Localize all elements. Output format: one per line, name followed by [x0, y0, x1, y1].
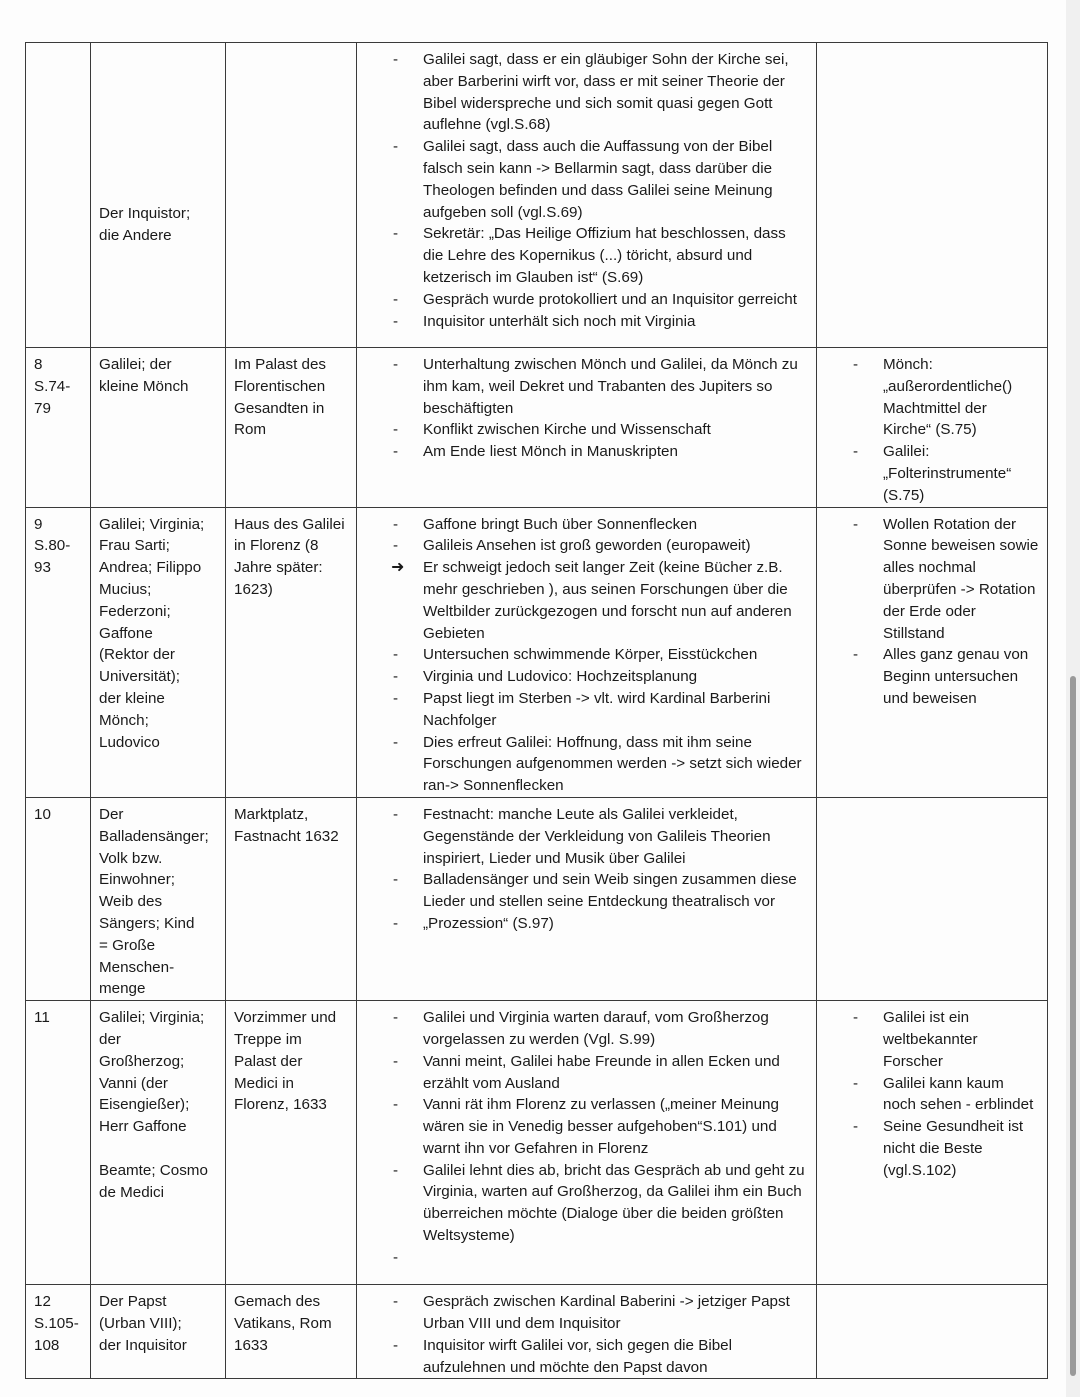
- event-item: - Unterhaltung zwischen Mönch und Galilei, da Mönch zu ihm kam, weil Dekret und Trabanten des Jupiters so beschäftigten: [357, 354, 806, 419]
- event-item: - Gespräch zwischen Kardinal Baberini -> jetziger Papst Urban VIII und dem Inquisitor: [357, 1291, 806, 1335]
- place-cell: Im Palast des Florentischen Gesandten in Rom: [226, 348, 357, 508]
- character-line: Vanni (der: [99, 1074, 168, 1092]
- event-item: - Galilei sagt, dass er ein gläubiger Sohn der Kirche sei, aber Barberini wirft vor, dass er mit seiner Theorie der Bibel widerspreche und sich somit quasi gegen Gott auflehne (vgl.S.68): [357, 49, 806, 136]
- character-line: Mönch;: [99, 711, 149, 729]
- events-cell: [357, 43, 817, 348]
- character-line: Herr Gaffone: [99, 1118, 187, 1136]
- character-line: Volk bzw.: [99, 849, 163, 867]
- character-line: Frau Sarti;: [99, 537, 170, 555]
- character-line: Balladensänger;: [99, 827, 209, 845]
- character-line: Großherzog;: [99, 1052, 185, 1070]
- note-item: - Seine Gesundheit ist nicht die Beste (vgl.S.102): [817, 1116, 1039, 1181]
- event-item: - „Prozession“ (S.97): [357, 913, 806, 935]
- character-line: der Inquisitor: [99, 1336, 187, 1354]
- notes-cell: [817, 348, 1048, 508]
- characters-cell: [91, 507, 226, 797]
- scrollbar-thumb[interactable]: [1070, 676, 1076, 1376]
- event-item: - Am Ende liest Mönch in Manuskripten: [357, 441, 806, 463]
- events-cell: [357, 348, 817, 508]
- event-item: - Dies erfreut Galilei: Hoffnung, dass mit ihm seine Forschungen aufgenommen werden -> setzt sich wieder ran-> Sonnenflecken: [357, 732, 806, 797]
- event-item: - Balladensänger und sein Weib singen zusammen diese Lieder und stellen seine Entdeckung theatralisch vor: [357, 869, 806, 913]
- notes-cell: [817, 797, 1048, 1000]
- character-gap: [99, 1138, 217, 1160]
- character-line: Universität);: [99, 668, 181, 686]
- event-item: - Galilei sagt, dass auch die Auffassung von der Bibel falsch sein kann -> Bellarmin sagt, dass darüber die Theologen befinden und dass Galilei seine Meinung aufgeben soll (vgl.S.69): [357, 136, 806, 223]
- character-line: der kleine: [99, 689, 165, 707]
- table-row: [26, 43, 1048, 348]
- character-line: menge: [99, 980, 146, 998]
- event-item: - Inquisitor unterhält sich noch mit Virginia: [357, 311, 806, 333]
- table-row: [26, 1285, 1048, 1379]
- character-line: Galilei; der: [99, 356, 172, 373]
- character-line: Der Papst: [99, 1293, 167, 1311]
- characters-cell: [91, 43, 226, 348]
- place-cell: Vorzimmer und Treppe im Palast der Medici in Florenz, 1633: [226, 1001, 357, 1285]
- notes-cell: [817, 43, 1048, 348]
- events-cell: [357, 1001, 817, 1285]
- character-line: Ludovico: [99, 733, 160, 751]
- note-item: - Alles ganz genau von Beginn untersuchen und beweisen: [817, 644, 1039, 709]
- scene-number-cell: [26, 43, 91, 348]
- table-row: [26, 348, 1048, 508]
- events-cell: [357, 1285, 817, 1379]
- event-item: - Festnacht: manche Leute als Galilei verkleidet, Gegenstände der Verkleidung von Galileis Theorien inspiriert, Lieder und Musik über Galilei: [357, 804, 806, 869]
- event-item: - Inquisitor wirft Galilei vor, sich gegen die Bibel aufzulehnen und möchte den Papst davon: [357, 1335, 806, 1379]
- table-row: [26, 797, 1048, 1000]
- note-item: - Mönch: „außerordentliche() Machtmittel der Kirche“ (S.75): [817, 354, 1039, 441]
- scene-number-cell: 9 S.80- 93: [26, 507, 91, 797]
- note-item: - Galilei kann kaum noch sehen - erblindet: [817, 1073, 1039, 1117]
- event-item: - Sekretär: „Das Heilige Offizium hat beschlossen, dass die Lehre des Kopernikus (...) töricht, absurd und ketzerisch im Glauben ist“ (S.69): [357, 223, 806, 288]
- place-cell: Marktplatz, Fastnacht 1632: [226, 797, 357, 1000]
- character-line: de Medici: [99, 1183, 164, 1201]
- characters-cell: [91, 1285, 226, 1379]
- characters-cell: [91, 348, 226, 508]
- event-item: ➜ Er schweigt jedoch seit langer Zeit (keine Bücher z.B. mehr geschrieben ), aus seinen Forschungen über die Weltbilder zurückgezogen und forscht nun auf anderen Gebieten: [357, 557, 806, 644]
- character-line: Beamte; Cosmo: [99, 1161, 208, 1179]
- event-item: - Untersuchen schwimmende Körper, Eisstückchen: [357, 644, 806, 666]
- event-item: - Konflikt zwischen Kirche und Wissenschaft: [357, 419, 806, 441]
- character-line: (Rektor der: [99, 646, 175, 664]
- character-line: Mucius;: [99, 580, 152, 598]
- table-row: [26, 1001, 1048, 1285]
- character-line: Galilei; Virginia;: [99, 1009, 205, 1027]
- character-line: Eisengießer);: [99, 1096, 190, 1114]
- notes-cell: [817, 1001, 1048, 1285]
- scene-number-cell: 10: [26, 797, 91, 1000]
- character-line: Weib des: [99, 893, 163, 911]
- scene-number-cell: 8 S.74- 79: [26, 348, 91, 508]
- notes-cell: [817, 1285, 1048, 1379]
- event-item: - Galilei und Virginia warten darauf, vom Großherzog vorgelassen zu werden (Vgl. S.99): [357, 1007, 806, 1051]
- character-line: (Urban VIII);: [99, 1314, 182, 1332]
- empty-bullet: [357, 1247, 806, 1261]
- character-line: kleine Mönch: [99, 377, 189, 395]
- event-item: - Papst liegt im Sterben -> vlt. wird Kardinal Barberini Nachfolger: [357, 688, 806, 732]
- events-cell: [357, 797, 817, 1000]
- character-line: Gaffone: [99, 624, 153, 642]
- event-item: - Galileis Ansehen ist groß geworden (europaweit): [357, 535, 806, 557]
- events-cell: [357, 507, 817, 797]
- place-cell: Haus des Galilei in Florenz (8 Jahre später: 1623): [226, 507, 357, 797]
- characters-cell: [91, 1001, 226, 1285]
- note-item: - Galilei: „Folterinstrumente“ (S.75): [817, 441, 1039, 506]
- event-item: - Gespräch wurde protokolliert und an Inquisitor gerreicht: [357, 289, 806, 311]
- event-item: - Vanni meint, Galilei habe Freunde in allen Ecken und erzählt vom Ausland: [357, 1051, 806, 1095]
- character-line: Sängers; Kind: [99, 914, 195, 932]
- character-line: Einwohner;: [99, 871, 175, 889]
- character-line: Andrea; Filippo: [99, 559, 202, 577]
- event-item: - Gaffone bringt Buch über Sonnenflecken: [357, 514, 806, 536]
- characters-cell: [91, 797, 226, 1000]
- character-line: Federzoni;: [99, 602, 171, 620]
- scrollbar[interactable]: [1066, 0, 1080, 1397]
- note-item: - Galilei ist ein weltbekannter Forscher: [817, 1007, 1039, 1072]
- note-item: - Wollen Rotation der Sonne beweisen sowie alles nochmal überprüfen -> Rotation der Erde oder Stillstand: [817, 514, 1039, 645]
- event-item: - Vanni rät ihm Florenz zu verlassen („meiner Meinung wären sie in Venedig besser aufgehoben“S.101) und warnt ihn vor Gefahren in Florenz: [357, 1094, 806, 1159]
- place-cell: Gemach des Vatikans, Rom 1633: [226, 1285, 357, 1379]
- event-item: - Virginia und Ludovico: Hochzeitsplanung: [357, 666, 806, 688]
- notes-cell: [817, 507, 1048, 797]
- table-row: [26, 507, 1048, 797]
- character-line: = Große: [99, 936, 156, 954]
- character-line: die Andere: [99, 226, 172, 244]
- character-line: der: [99, 1030, 121, 1048]
- character-line: Menschen-: [99, 958, 175, 976]
- scene-number-cell: 12 S.105- 108: [26, 1285, 91, 1379]
- event-item: - Galilei lehnt dies ab, bricht das Gespräch ab und geht zu Virginia, warten auf Großherzog, da Galilei ihm ein Buch überreichen möchte (Dialoge über die beiden größten Weltsysteme): [357, 1160, 806, 1247]
- scene-number-cell: 11: [26, 1001, 91, 1285]
- character-line: Galilei; Virginia;: [99, 515, 205, 533]
- character-line: Der: [99, 805, 124, 823]
- character-line: Der Inquistor;: [99, 205, 191, 222]
- place-cell: [226, 43, 357, 348]
- scene-table: [25, 42, 1048, 1379]
